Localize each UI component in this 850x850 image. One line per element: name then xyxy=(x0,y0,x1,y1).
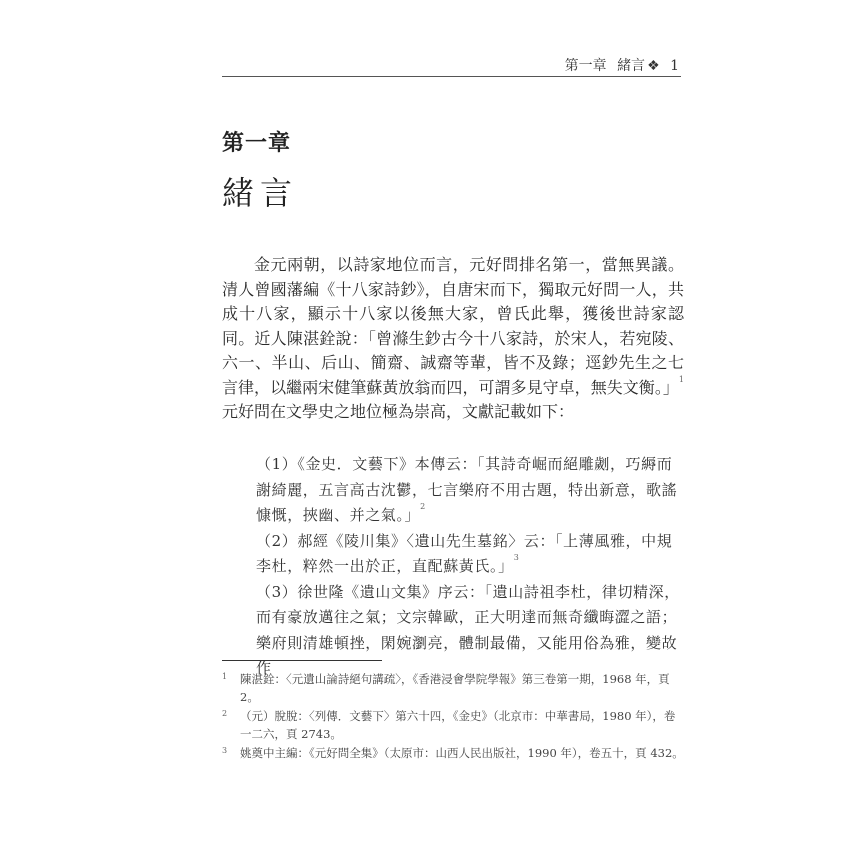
quote-text: （1）《金史．文藝下》本傳云：「其詩奇崛而絕雕劌，巧縟而謝綺麗，五言高古沈鬱，七言樂府不用古題，特出新意，歌謠慷慨，挾幽、并之氣。」 xyxy=(256,455,678,524)
quote-text: （2）郝經《陵川集》〈遺山先生墓銘〉云：「上薄風雅，中規李杜，粹然一出於正，直配蘇黃氏。」 xyxy=(256,531,673,575)
page-number: 1 xyxy=(670,58,679,74)
footnotes xyxy=(222,670,684,763)
paragraph-tail: 元好問在文學史之地位極為崇高，文獻記載如下： xyxy=(222,402,575,421)
footnote-text: 陳湛銓：〈元遺山論詩絕句講疏〉，《香港浸會學院學報》第三卷第一期，1968 年，頁 2。 xyxy=(240,672,670,704)
footnote-number: 3 xyxy=(222,746,228,755)
running-header-text xyxy=(559,58,679,74)
body-text xyxy=(222,253,684,425)
running-header xyxy=(222,58,681,77)
quote-item xyxy=(256,452,684,529)
footnote-divider xyxy=(222,660,382,661)
footnote-item xyxy=(222,670,684,706)
quote-list xyxy=(256,452,684,682)
chapter-number: 第一章 xyxy=(222,131,292,156)
quote-text: （3）徐世隆《遺山文集》序云：「遺山詩祖李杜，律切精深，而有豪放邁往之氣；文宗韓歐，正大明達而無奇纖晦澀之語；樂府則清雄頓挫，閑婉瀏亮，體制最備，又能用俗為雅，變故作 xyxy=(256,582,680,677)
paragraph-text: 金元兩朝，以詩家地位而言，元好問排名第一，當無異議。清人曾國藩編《十八家詩鈔》，自唐宋而下，獨取元好問一人，共成十八家，顯示十八家以後無大家，曾氏此舉，獲後世詩家認同。近人陳湛銓說：「曾滌生鈔古今十八家詩，於宋人，若宛陵、六一、半山、后山、簡齋、誠齋等輩，皆不及錄；逕鈔先生之七言律，以繼兩宋健筆蘇黃放翁而四，可謂多見守卓，無失文衡。」 xyxy=(222,255,684,397)
ornament-icon: ❖ xyxy=(647,58,660,74)
footnote-text: 姚奠中主編：《元好問全集》（太原市：山西人民出版社，1990 年），卷五十，頁 432。 xyxy=(240,746,684,760)
footnote-item xyxy=(222,707,684,743)
footnote-number: 2 xyxy=(222,709,228,718)
footnote-number: 1 xyxy=(222,672,228,681)
footnote-ref-3[interactable]: 3 xyxy=(513,553,520,562)
footnote-item xyxy=(222,744,684,762)
intro-paragraph xyxy=(222,253,684,425)
chapter-title: 緒言 xyxy=(222,174,299,212)
footnote-ref-1[interactable]: 1 xyxy=(678,374,684,384)
quote-item xyxy=(256,529,684,580)
header-chapter: 第一章 xyxy=(564,58,607,74)
header-title: 緒言 xyxy=(617,58,646,74)
footnote-text: （元）脫脫：〈列傳．文藝下〉第六十四，《金史》（北京市：中華書局，1980 年），卷一二六，頁 2743。 xyxy=(240,709,676,741)
quote-item xyxy=(256,580,684,682)
footnote-ref-2[interactable]: 2 xyxy=(420,502,426,511)
